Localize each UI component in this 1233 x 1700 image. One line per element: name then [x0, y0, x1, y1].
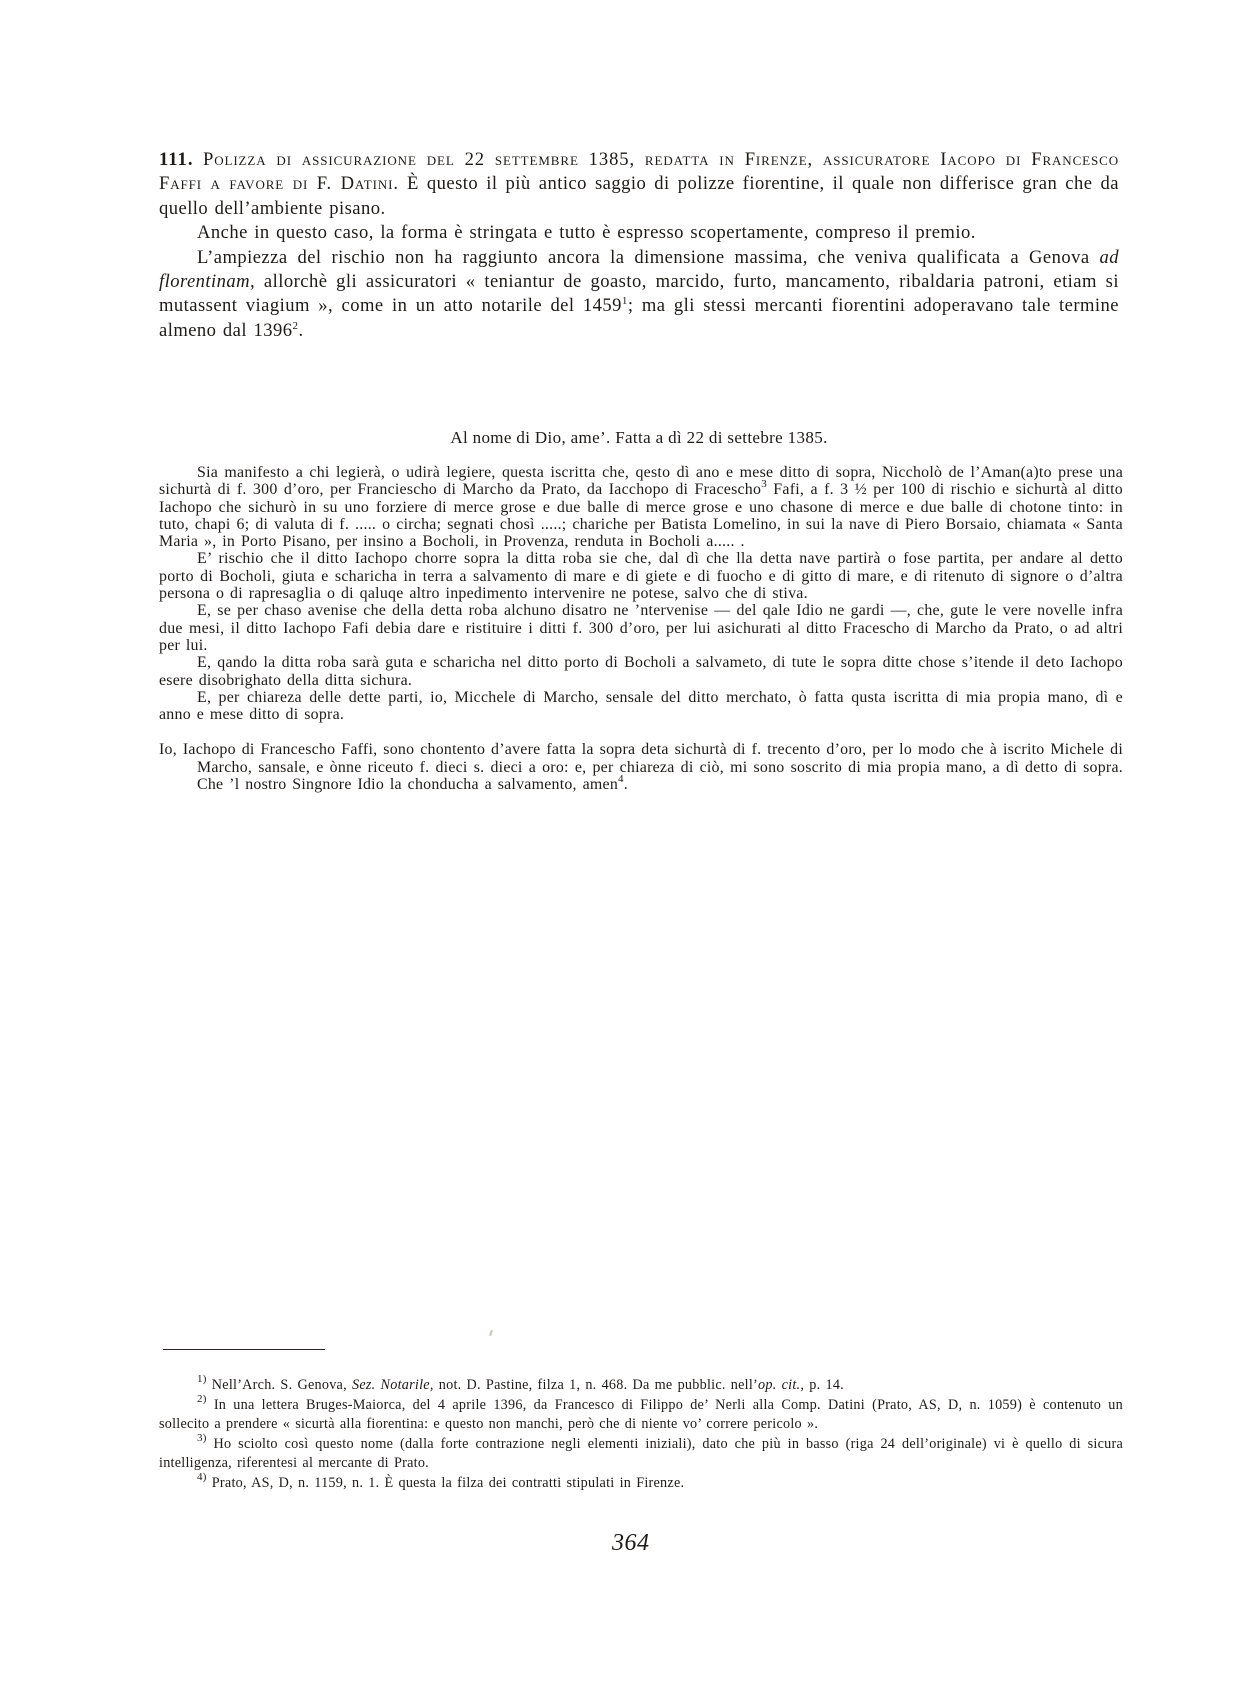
footnote-separator [163, 1349, 325, 1350]
footnote-ref-2[interactable]: 2 [292, 319, 299, 332]
section-title: Polizza di assicurazione del 22 settembre 1385, redatta in Firenze, assicuratore Iacopo di Francesco Faffi a favore di F. Datini. [159, 149, 1119, 195]
document-heading: Al nome di Dio, ame’. Fatta a dì 22 di settebre 1385. [450, 428, 828, 447]
document-paragraph-5: E, per chiareza delle dette parti, io, Micchele di Marcho, sensale del ditto merchato, ò fatta qusta iscritta di mia propia mano, dì e anno e mese ditto di sopra. [159, 688, 1123, 724]
paper-speck [489, 1330, 493, 1336]
footnote-3: $^{3)}$ Ho sciolto così questo nome (dalla forte contrazione negli elementi iniziali), dato che più in basso (riga 24 dell’originale) vi è quello di sicura intelligenza, riferentesi al mercante di Prato. [159, 1431, 1123, 1471]
document-paragraph-2: E’ rischio che il ditto Iachopo chorre sopra la ditta roba sie che, dal dì che lla detta nave partirà o fose partita, per andare al detto porto di Bocholi, giuta e scharicha in terra a salvamento di mare e di giete e di fuocho e di gitto di mare, e di ritenuto di signore o d’altra persona o di rapresaglia o di qaluqe altro inpedimento intervenire ne potese, salvo che di stiva. [159, 550, 1123, 603]
intro-paragraph-2: Anche in questo caso, la forma è stringata e tutto è espresso scopertamente, compreso il premio. [197, 222, 976, 244]
latin-phrase: ad florentinam, [159, 246, 1119, 293]
introduction-text [159, 148, 1119, 343]
footnote-ref-3[interactable]: 3 [761, 478, 767, 491]
footnotes [159, 1373, 1123, 1493]
footnote-ref-4[interactable]: 4 [618, 773, 624, 786]
document-paragraph-1: Sia manifesto a chi legierà, o udirà legiere, questa iscritta che, qesto dì ano e mese ditto di sopra, Niccholò de l’Aman(a)to prese una sichurtà di f. 300 d’oro, per Franciescho di Marcho da Prato, da Iacchopo di Fracescho$^3$ Fafi, a f. 3 ½ per 100 di rischio e sichurtà al ditto Iachopo che sichurò in su uno forziere di merce grose e due balle di merce grose e uno chasone di merce e due balle di chotone tinto: in tuto, chapi 6; di valuta di f. ..... o circha; segnati chosì .....; chariche per Batista Lomelino, in sui la nave di Piero Borsaio, chiamata « Santa Maria », in Porto Pisano, per insino a Bocholi, in Provenza, renduta in Bocholi a..... . [159, 464, 1123, 551]
section-heading-paragraph [159, 148, 1119, 221]
document-signature-paragraph: Io, Iachopo di Francescho Faffi, sono chontento d’avere fatta la sopra deta sichurtà di f. trecento d’oro, per lo modo che à iscrito Michele di Marcho, sansale, e ònne riceuto f. dieci s. dieci a oro: e, per chiareza di ciò, mi sono soscrito di mia propia mano, a dì detto di sopra. Che ’l nostro Singnore Idio la chonducha a salvamento, amen$^4$. [159, 741, 1123, 794]
page-number: 364 [612, 1530, 650, 1556]
footnote-1: $^{1)}$ Nell’Arch. S. Genova, Sez. Notarile, not. D. Pastine, filza 1, n. 468. Da me pubblic. nell’op. cit., p. 14. [197, 1373, 844, 1393]
intro-paragraph-3: L’ampiezza del rischio non ha raggiunto ancora la dimensione massima, che veniva qualificata a Genova ad florentinam, allorchè gli assicuratori « teniantur de goasto, marcido, furto, mancamento, ribaldaria patroni, etiam si mutassent viagium », come in un atto notarile del 1459$^1$; ma gli stessi mercanti fiorentini adoperavano tale termine almeno dal 1396$^2$. [159, 246, 1119, 341]
footnote-2: $^{2)}$ In una lettera Bruges-Maiorca, del 4 aprile 1396, da Francesco di Filippo de’ Nerli alla Comp. Datini (Prato, AS, D, n. 1059) è contenuto un sollecito a prendere « sicurtà alla fiorentina: e questo non manchi, però che di niente vo’ correre pericolo ». [159, 1392, 1123, 1432]
footnote-4: $^{4)}$ Prato, AS, D, n. 1159, n. 1. È questa la filza dei contratti stipulati in Firenze. [197, 1470, 685, 1491]
document-paragraph-4: E, qando la ditta roba sarà guta e scharicha nel ditto porto di Bocholi a salvameto, di tute le sopra ditte chose s’itende il deto Iachopo esere disobrighato della ditta sichura. [159, 654, 1123, 689]
document-transcription [159, 464, 1123, 793]
document-paragraph-3: E, se per chaso avenise che della detta roba alchuno disatro ne ’ntervenise — del qale Idio ne gardi —, che, gute le vere novelle infra due mesi, il ditto Iachopo Fafi debia dare e ristituire i ditti f. 300 d’oro, per lui asichurati al ditto Fracescho di Marcho da Prato, o ad altri per lui. [159, 602, 1123, 654]
footnote-ref-1[interactable]: 1 [621, 295, 628, 308]
section-number: 111. [159, 149, 194, 170]
intro-paragraph-1: È questo il più antico saggio di polizze fiorentine, il quale non differisce gran che da quello dell’ambiente pisano. [159, 173, 1119, 219]
